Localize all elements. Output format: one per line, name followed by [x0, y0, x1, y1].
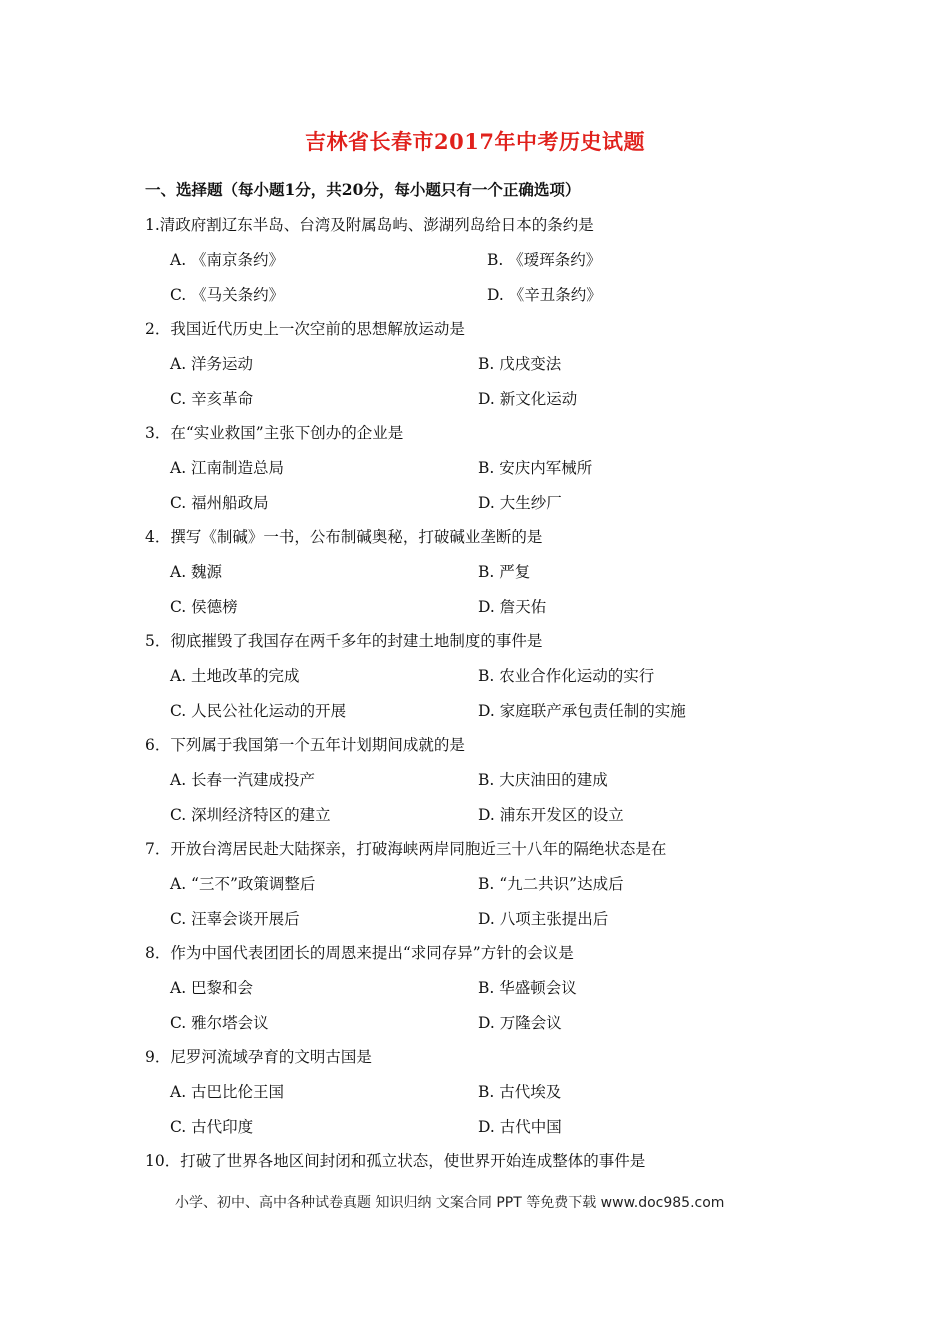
option-d: D. 《辛丑条约》: [487, 285, 602, 304]
option-d: D. 八项主张提出后: [478, 909, 609, 928]
option-d: D. 古代中国: [478, 1117, 562, 1136]
option-row: [145, 1075, 865, 1110]
option-row: [145, 555, 865, 590]
option-a: A. 洋务运动: [170, 355, 254, 373]
question-stem: 3．在“实业救国”主张下创办的企业是: [145, 424, 404, 442]
option-row: [145, 659, 865, 694]
option-b: B. 戊戌变法: [478, 355, 562, 373]
question-stem: 10．打破了世界各地区间封闭和孤立状态，使世界开始连成整体的事件是: [145, 1152, 646, 1170]
option-d: D. 浦东开发区的设立: [478, 805, 624, 824]
option-c: C. 辛亥革命: [170, 389, 254, 408]
question-stem: 4．撰写《制碱》一书，公布制碱奥秘，打破碱业垄断的是: [145, 528, 543, 546]
option-d: D. 家庭联产承包责任制的实施: [478, 701, 686, 720]
option-a: A. “三不”政策调整后: [170, 875, 316, 893]
option-row: [145, 451, 865, 486]
option-d: D. 新文化运动: [478, 389, 578, 408]
option-row: [145, 347, 865, 382]
option-b: B. 农业合作化运动的实行: [478, 667, 655, 685]
option-row: [145, 382, 865, 417]
option-row: [145, 278, 865, 313]
option-d: D. 万隆会议: [478, 1013, 562, 1032]
section-heading: 一、选择题（每小题1分，共20分，每小题只有一个正确选项）: [145, 180, 581, 199]
question-stem: 9．尼罗河流域孕育的文明古国是: [145, 1048, 372, 1066]
option-c: C. 雅尔塔会议: [170, 1013, 269, 1032]
option-b: B. “九二共识”达成后: [478, 875, 624, 893]
option-c: C. 人民公社化运动的开展: [170, 701, 347, 720]
option-row: [145, 902, 865, 937]
option-c: C. 《马关条约》: [170, 285, 285, 304]
option-b: B. 《瑷珲条约》: [487, 251, 602, 269]
page-title: 吉林省长春市2017年中考历史试题: [305, 129, 645, 154]
option-row: [145, 243, 865, 278]
question-stem: 7．开放台湾居民赴大陆探亲，打破海峡两岸同胞近三十八年的隔绝状态是在: [145, 840, 667, 858]
option-row: [145, 867, 865, 902]
option-b: B. 严复: [478, 563, 531, 581]
option-c: C. 汪辜会谈开展后: [170, 909, 300, 928]
option-c: C. 古代印度: [170, 1117, 254, 1136]
page-footer: 小学、初中、高中各种试卷真题 知识归纳 文案合同 PPT 等免费下载 www.doc985.com: [175, 1195, 725, 1211]
option-row: [145, 763, 865, 798]
option-c: C. 深圳经济特区的建立: [170, 805, 331, 824]
option-c: C. 侯德榜: [170, 597, 238, 616]
option-a: A. 土地改革的完成: [170, 667, 300, 685]
option-b: B. 安庆内军械所: [478, 459, 593, 477]
option-row: [145, 1006, 865, 1041]
option-a: A. 古巴比伦王国: [170, 1083, 285, 1101]
option-row: [145, 971, 865, 1006]
option-row: [145, 590, 865, 625]
option-a: A. 江南制造总局: [170, 459, 285, 477]
question-stem: 8．作为中国代表团团长的周恩来提出“求同存异”方针的会议是: [145, 944, 574, 962]
option-row: [145, 486, 865, 521]
option-row: [145, 694, 865, 729]
question-stem: 6．下列属于我国第一个五年计划期间成就的是: [145, 736, 465, 754]
option-a: A. 巴黎和会: [170, 979, 254, 997]
question-stem: 2．我国近代历史上一次空前的思想解放运动是: [145, 320, 465, 338]
option-c: C. 福州船政局: [170, 493, 269, 512]
option-a: A. 长春一汽建成投产: [170, 771, 316, 789]
option-b: B. 古代埃及: [478, 1083, 562, 1101]
question-stem: 5．彻底摧毁了我国存在两千多年的封建土地制度的事件是: [145, 632, 543, 650]
option-a: A. 《南京条约》: [170, 251, 285, 269]
option-d: D. 詹天佑: [478, 597, 547, 616]
option-row: [145, 798, 865, 833]
question-stem: 1.清政府割辽东半岛、台湾及附属岛屿、澎湖列岛给日本的条约是: [145, 216, 594, 234]
option-b: B. 大庆油田的建成: [478, 771, 608, 789]
option-d: D. 大生纱厂: [478, 493, 562, 512]
option-b: B. 华盛顿会议: [478, 979, 577, 997]
option-a: A. 魏源: [170, 563, 223, 581]
question-list: [145, 208, 865, 1179]
option-row: [145, 1110, 865, 1145]
